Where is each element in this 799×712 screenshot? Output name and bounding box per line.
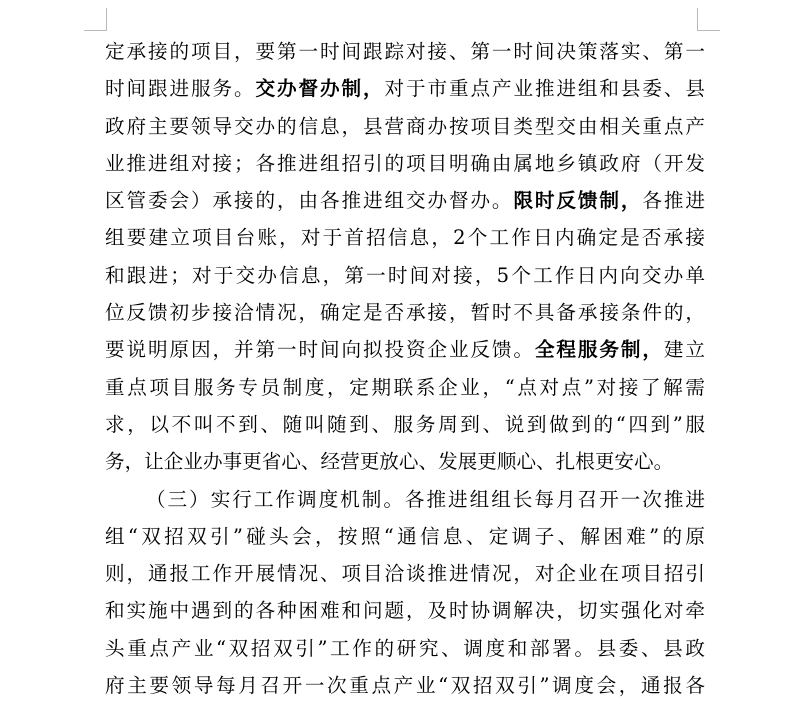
text-line <box>105 406 705 443</box>
text-line <box>105 108 705 145</box>
text-line <box>105 331 705 368</box>
text-line <box>105 182 705 219</box>
bold-heading-segment: 限时反馈制， <box>513 189 643 213</box>
text-line <box>105 630 705 667</box>
text-line <box>105 257 705 294</box>
text-segment: 头重点产业“双招双引”工作的研究、调度和部署。县委、县政 <box>105 636 705 660</box>
page-margin-corner-top-left <box>84 8 107 31</box>
text-line <box>105 555 705 592</box>
text-line <box>105 369 705 406</box>
text-line <box>105 70 705 107</box>
text-segment: 政府主要领导交办的信息，县营商办按项目类型交由相关重点产 <box>105 114 705 138</box>
page-margin-corner-top-right <box>697 8 720 31</box>
text-segment: 对于市重点产业推进组和县委、县 <box>384 77 706 101</box>
text-segment: 位反馈初步接洽情况，确定是否承接，暂时不具备承接条件的， <box>105 301 705 325</box>
text-segment: 府主要领导每月召开一次重点产业“双招双引”调度会，通报各 <box>105 674 705 698</box>
text-line <box>105 294 705 331</box>
text-line <box>105 145 705 182</box>
text-segment: 重点项目服务专员制度，定期联系企业，“点对点”对接了解需 <box>105 375 705 399</box>
text-line <box>105 518 705 555</box>
text-segment: （三）实行工作调度机制。各推进组组长每月召开一次推进 <box>144 487 705 511</box>
text-segment: 定承接的项目，要第一时间跟踪对接、第一时间决策落实、第一 <box>105 40 705 63</box>
text-segment: 组要建立项目台账，对于首招信息，2个工作日内确定是否承接 <box>105 226 705 250</box>
text-segment: 和跟进；对于交办信息，第一时间对接，5个工作日内向交办单 <box>105 263 705 287</box>
text-line <box>105 33 705 70</box>
text-segment: 和实施中遇到的各种困难和问题，及时协调解决，切实强化对牵 <box>105 599 705 623</box>
text-segment: 组“双招双引”碰头会，按照“通信息、定调子、解困难”的原 <box>105 524 705 548</box>
text-segment: 建立 <box>663 338 706 362</box>
text-segment: 业推进组对接；各推进组招引的项目明确由属地乡镇政府（开发 <box>105 151 705 175</box>
text-segment: 则，通报工作开展情况、项目洽谈推进情况，对企业在项目招引 <box>105 562 705 586</box>
document-body-text <box>105 33 705 704</box>
text-line <box>105 481 705 518</box>
text-line <box>105 443 705 480</box>
text-segment: 要说明原因，并第一时间向拟投资企业反馈。 <box>105 338 535 362</box>
text-line <box>105 592 705 629</box>
text-segment: 区管委会）承接的，由各推进组交办督办。 <box>105 189 514 213</box>
text-segment: 务，让企业办事更省心、经营更放心、发展更顺心、扎根更安心。 <box>105 450 674 474</box>
bold-heading-segment: 交办督办制， <box>255 77 385 101</box>
text-line <box>105 219 705 256</box>
text-segment: 求，以不叫不到、随叫随到、服务周到、说到做到的“四到”服 <box>105 412 705 436</box>
text-segment: 各推进 <box>642 189 706 213</box>
bold-heading-segment: 全程服务制， <box>534 338 664 362</box>
text-segment: 时间跟进服务。 <box>105 77 256 101</box>
text-line <box>105 667 705 704</box>
